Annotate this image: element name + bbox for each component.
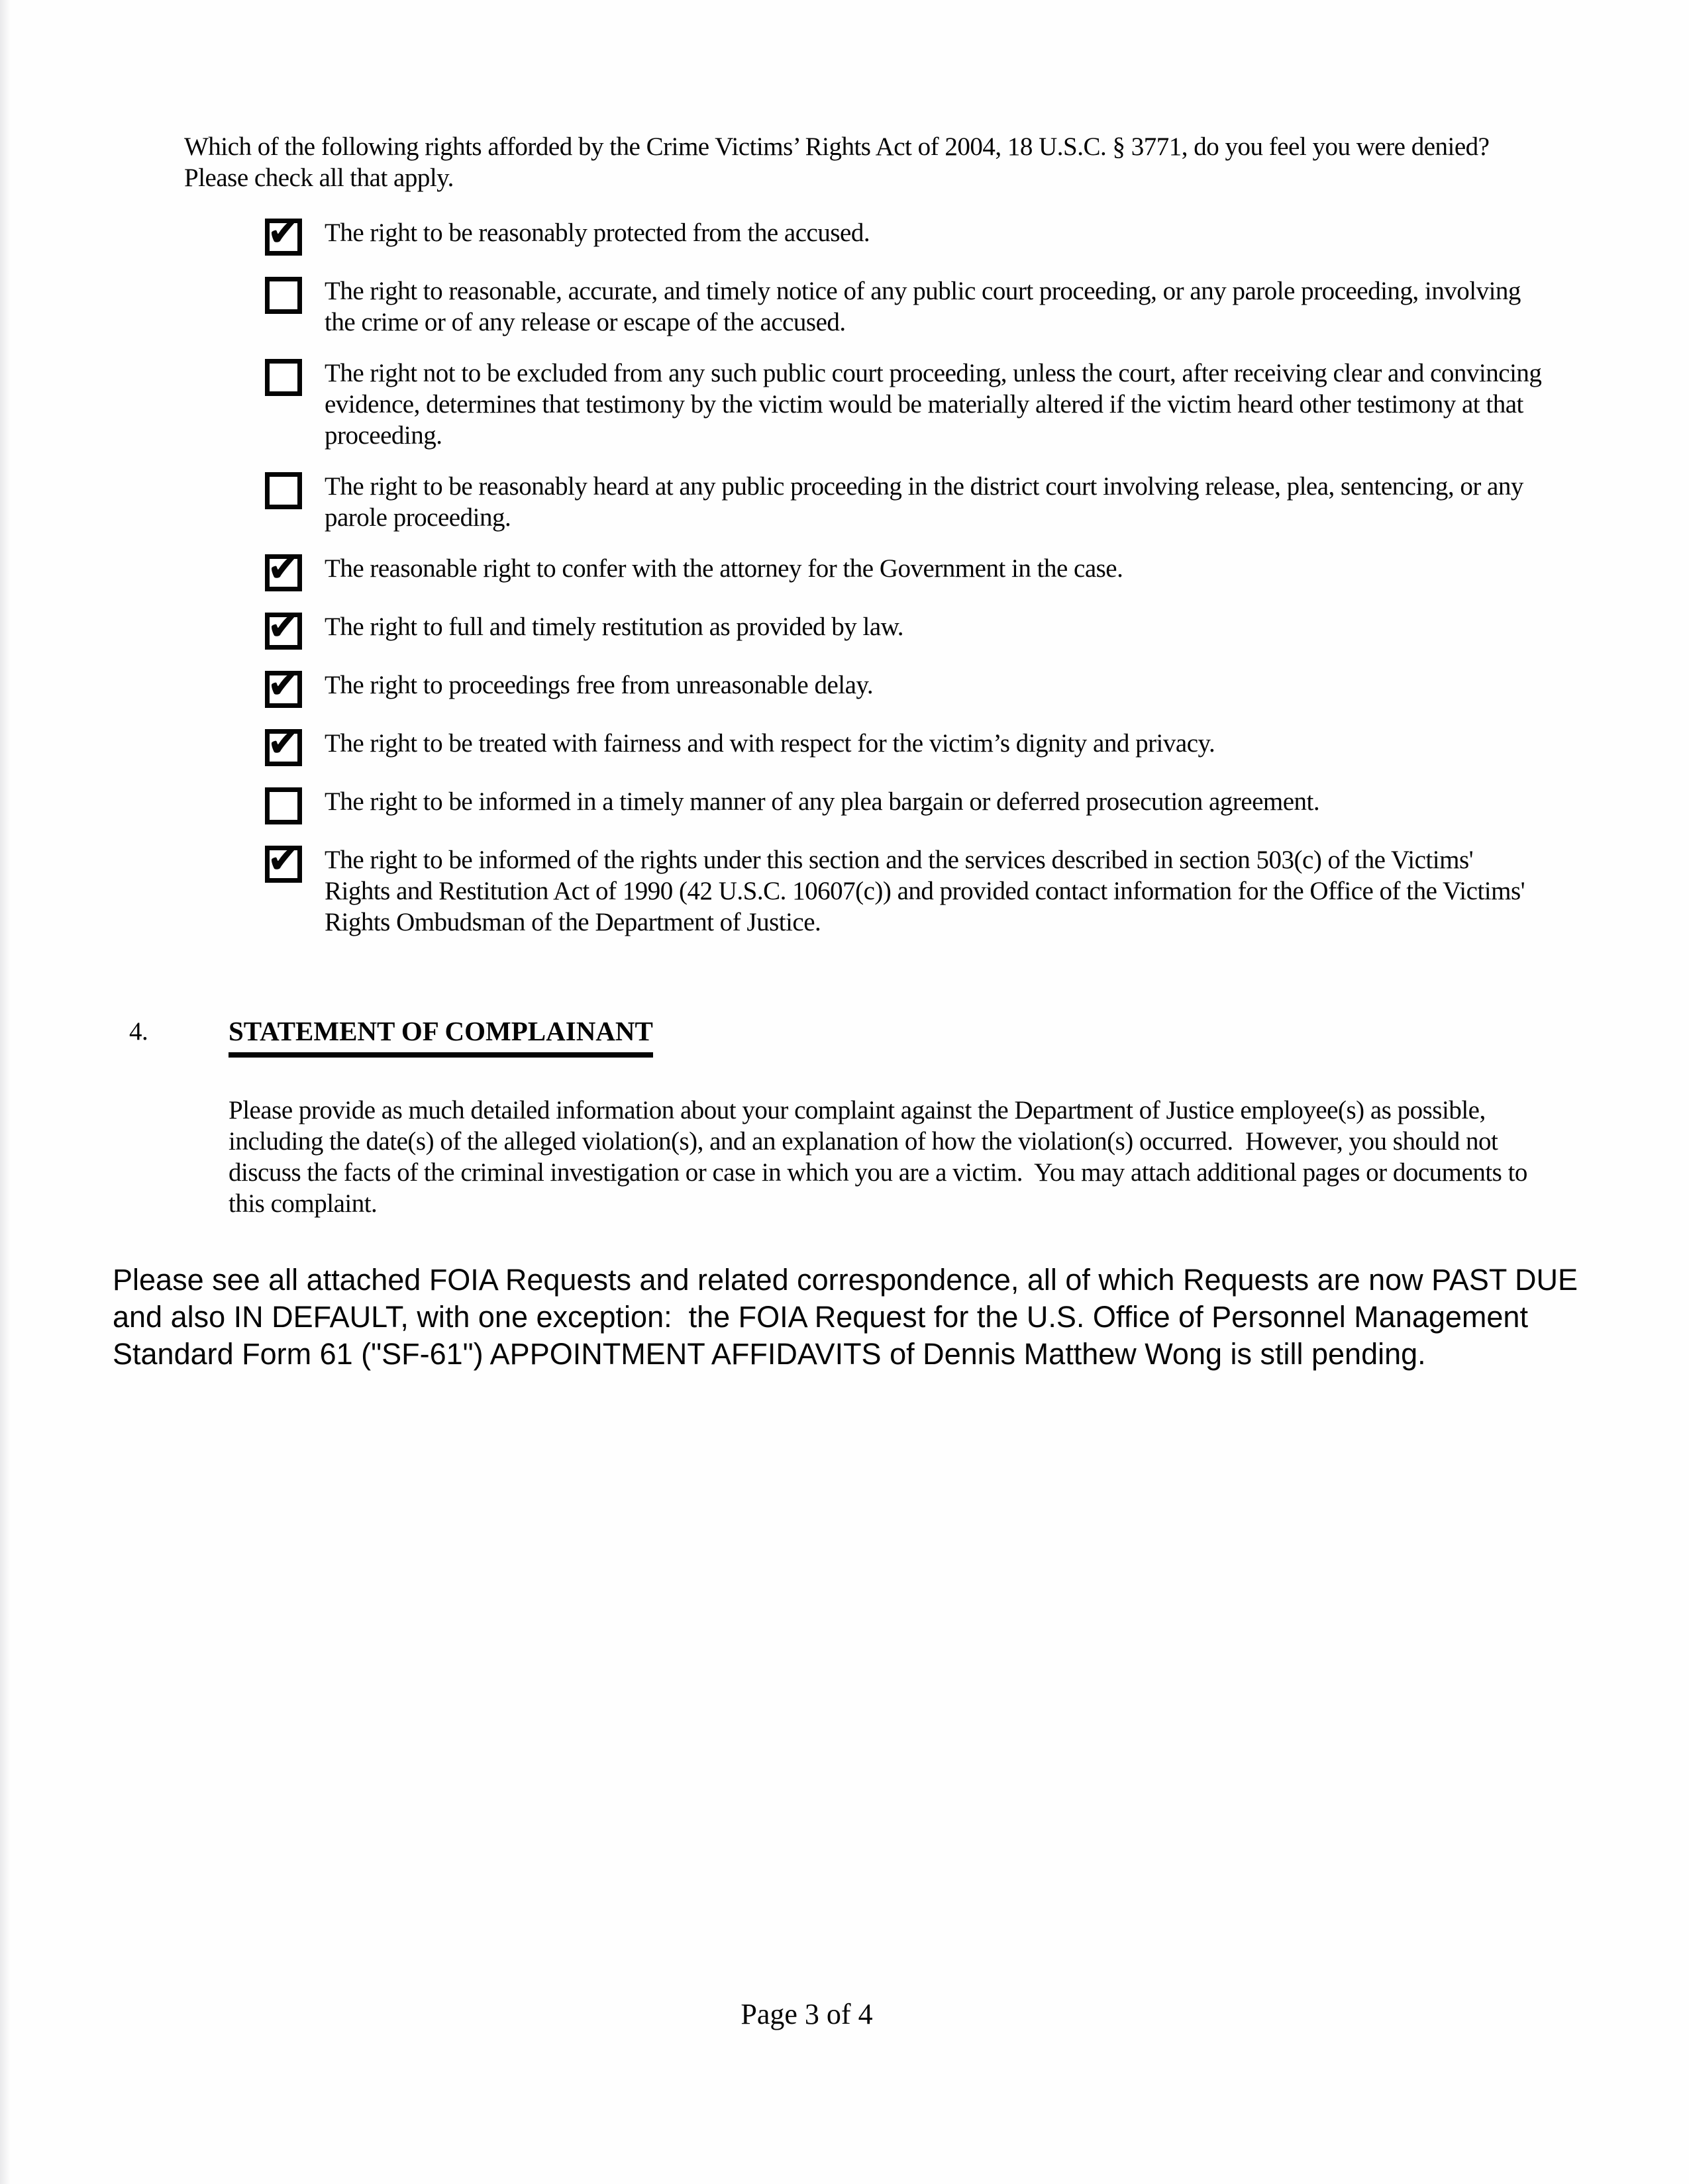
checklist-row	[265, 603, 1689, 650]
checklist-item-label: The right to be treated with fairness and with respect for the victim’s dignity and privacy.	[325, 729, 1215, 758]
scan-edge-artifact	[0, 0, 11, 2184]
statement-section-heading	[129, 1016, 1689, 1058]
checkmark-icon: ✔	[267, 720, 301, 766]
checkbox-right-notice[interactable]	[265, 277, 302, 314]
statement-instructions: Please provide as much detailed information about your complaint against the Department of Justice employee(s) as possible, including the date(s) of the alleged violation(s), and an explanation of how the violation(s) occurred. However, you should not discuss the facts of the criminal investigation or case in which you are a victim. You may attach additional pages or documents to this complaint.	[229, 1096, 1534, 1218]
checkmark-icon: ✔	[267, 662, 301, 708]
checklist-item-label: The right to be reasonably protected from the accused.	[325, 219, 870, 247]
checklist-row	[265, 720, 1689, 766]
checklist-item-label: The right to reasonable, accurate, and timely notice of any public court proceeding, or any parole proceeding, involving the crime or of any release or escape of the accused.	[325, 277, 1527, 336]
checkmark-icon: ✔	[267, 836, 301, 883]
checklist-row	[265, 358, 1689, 451]
checklist-item-label: The right to be informed of the rights under this section and the services described in section 503(c) of the Victims' Rights and Restitution Act of 1990 (42 U.S.C. 10607(c)) and provided contact information for the Office of the Victims' Rights Ombudsman of the Department of Justice.	[325, 846, 1531, 936]
checkbox-right-not-excluded[interactable]	[265, 359, 302, 396]
checklist-item-label: The right to be reasonably heard at any public proceeding in the district court involving release, plea, sentencing, or any parole proceeding.	[325, 472, 1530, 532]
checkbox-right-heard[interactable]	[265, 472, 302, 509]
checklist-item-label: The right to be informed in a timely manner of any plea bargain or deferred prosecution agreement.	[325, 787, 1320, 816]
checkbox-right-protected[interactable]	[265, 209, 302, 256]
page-footer	[0, 1999, 1689, 2030]
checklist-item-label: The right to proceedings free from unreasonable delay.	[325, 671, 874, 699]
rights-checklist	[265, 209, 1689, 938]
complainant-response-text: Please see all attached FOIA Requests and related correspondence, all of which Requests are now PAST DUE and also IN DEFAULT, with one exception: the FOIA Request for the U.S. Office of Personnel Management Standard Form 61 ("SF-61") APPOINTMENT AFFIDAVITS of Dennis Matthew Wong is still pending.	[113, 1263, 1586, 1371]
section-title: STATEMENT OF COMPLAINANT	[229, 1016, 653, 1058]
question-prompt: Which of the following rights afforded by the Crime Victims’ Rights Act of 2004, 18 U.S.C. § 3771, do you feel you were denied? Please check all that apply.	[184, 132, 1502, 192]
page-number-label: Page 3 of 4	[741, 1998, 873, 2030]
checkmark-icon: ✔	[267, 209, 301, 256]
checkbox-right-confer[interactable]	[265, 545, 302, 591]
checkbox-right-restitution[interactable]	[265, 603, 302, 650]
checkbox-right-rights-informed[interactable]	[265, 836, 302, 883]
checklist-row	[265, 471, 1689, 533]
checklist-item-label: The reasonable right to confer with the attorney for the Government in the case.	[325, 554, 1123, 583]
checklist-item-label: The right to full and timely restitution as provided by law.	[325, 613, 904, 641]
checklist-row	[265, 662, 1689, 708]
checkmark-icon: ✔	[267, 545, 301, 591]
checklist-row	[265, 545, 1689, 591]
checkbox-right-no-delay[interactable]	[265, 662, 302, 708]
checklist-row	[265, 786, 1689, 824]
checklist-row	[265, 275, 1689, 338]
checkbox-right-fairness[interactable]	[265, 720, 302, 766]
checklist-row	[265, 836, 1689, 938]
checklist-row	[265, 209, 1689, 256]
checkmark-icon: ✔	[267, 603, 301, 650]
section-number: 4.	[129, 1017, 148, 1046]
checklist-item-label: The right not to be excluded from any such public court proceeding, unless the court, after receiving clear and convincing evidence, determines that testimony by the victim would be materially altered if the victim heard other testimony at that proceeding.	[325, 359, 1548, 450]
checkbox-right-plea-informed[interactable]	[265, 787, 302, 824]
